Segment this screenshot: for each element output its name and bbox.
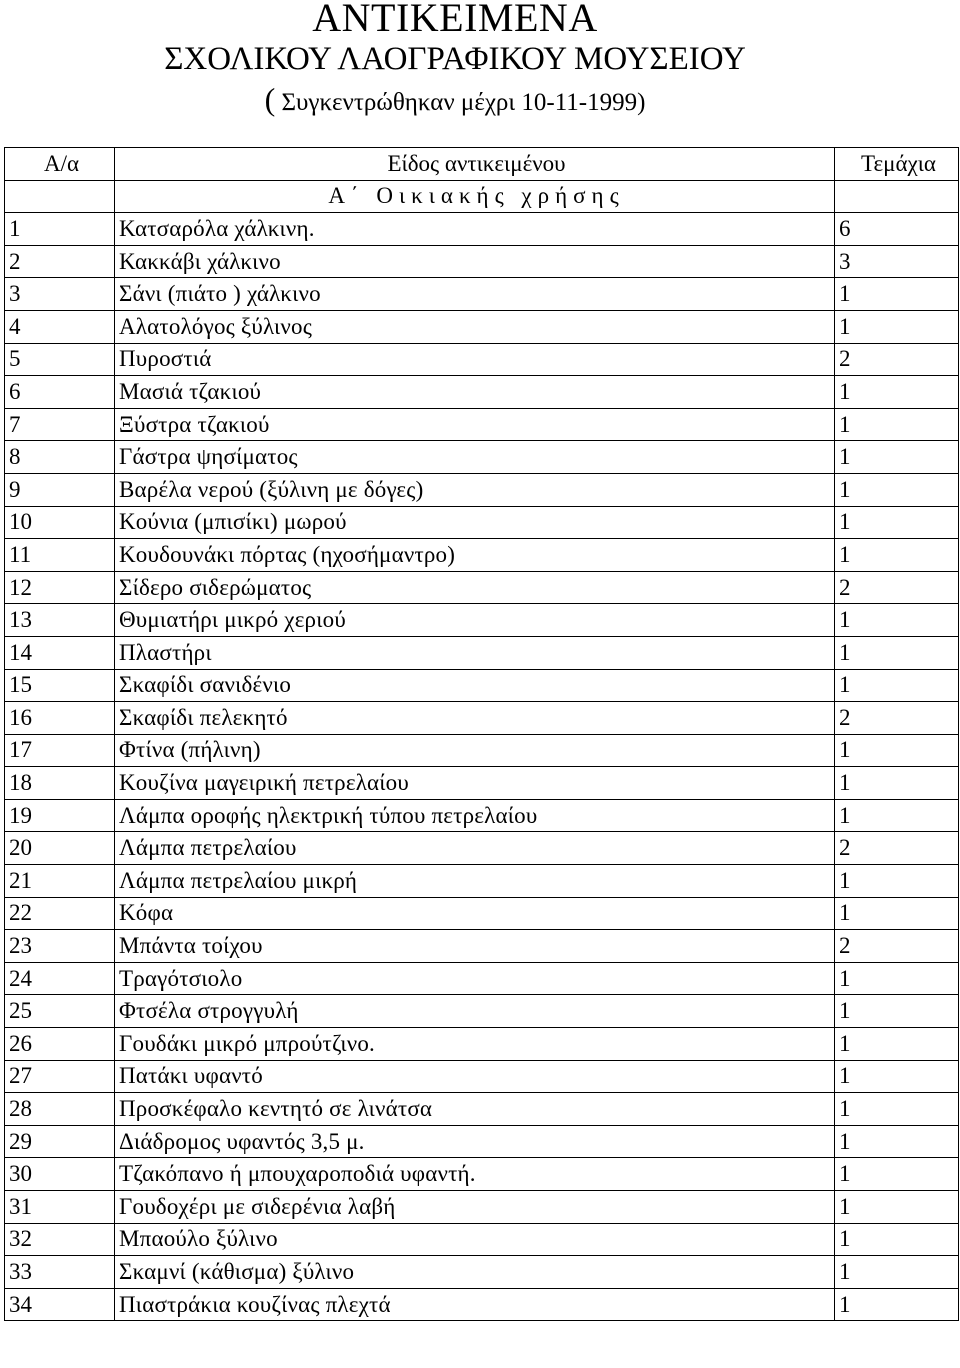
table-row xyxy=(5,669,959,702)
item-description: Σάνι (πιάτο ) χάλκινο xyxy=(115,278,835,311)
item-quantity: 1 xyxy=(835,1060,959,1093)
item-quantity: 1 xyxy=(835,604,959,637)
table-row xyxy=(5,245,959,278)
item-quantity: 1 xyxy=(835,1158,959,1191)
table-row xyxy=(5,832,959,865)
item-quantity: 1 xyxy=(835,408,959,441)
row-number: 9 xyxy=(5,473,115,506)
row-number: 28 xyxy=(5,1093,115,1126)
item-quantity: 1 xyxy=(835,506,959,539)
table-row xyxy=(5,1158,959,1191)
document-subtitle: ΣΧΟΛΙΚΟΥ ΛΑΟΓΡΑΦΙΚΟΥ ΜΟΥΣΕΙΟΥ xyxy=(164,41,746,77)
table-row xyxy=(5,930,959,963)
item-quantity: 1 xyxy=(835,539,959,572)
row-number: 21 xyxy=(5,865,115,898)
document-title: ΑΝΤΙΚΕΙΜΕΝΑ xyxy=(312,0,598,40)
row-number: 4 xyxy=(5,310,115,343)
table-row xyxy=(5,1223,959,1256)
item-description: Κόφα xyxy=(115,897,835,930)
table-row xyxy=(5,636,959,669)
table-row xyxy=(5,1093,959,1126)
item-description: Φτσέλα στρογγυλή xyxy=(115,995,835,1028)
item-quantity: 1 xyxy=(835,376,959,409)
item-description: Τραγότσιολο xyxy=(115,962,835,995)
row-number: 10 xyxy=(5,506,115,539)
item-description: Ξύστρα τζακιού xyxy=(115,408,835,441)
item-description: Κουδουνάκι πόρτας (ηχοσήμαντρο) xyxy=(115,539,835,572)
item-description: Αλατολόγος ξύλινος xyxy=(115,310,835,343)
row-number: 22 xyxy=(5,897,115,930)
column-header-quantity: Τεμάχια xyxy=(835,148,959,181)
table-row xyxy=(5,702,959,735)
item-description: Μπαούλο ξύλινο xyxy=(115,1223,835,1256)
item-description: Γουδάκι μικρό μπρούτζινο. xyxy=(115,1028,835,1061)
item-quantity: 1 xyxy=(835,1093,959,1126)
item-quantity: 2 xyxy=(835,930,959,963)
item-description: Βαρέλα νερού (ξύλινη με δόγες) xyxy=(115,473,835,506)
item-quantity: 2 xyxy=(835,832,959,865)
section-row xyxy=(5,180,959,213)
row-number: 31 xyxy=(5,1191,115,1224)
date-text: Συγκεντρώθηκαν μέχρι 10-11-1999) xyxy=(275,89,646,116)
item-description: Πλαστήρι xyxy=(115,636,835,669)
item-quantity: 1 xyxy=(835,278,959,311)
item-description: Κακκάβι χάλκινο xyxy=(115,245,835,278)
item-quantity: 6 xyxy=(835,213,959,246)
table-row xyxy=(5,1191,959,1224)
item-description: Πυροστιά xyxy=(115,343,835,376)
row-number: 23 xyxy=(5,930,115,963)
table-row xyxy=(5,604,959,637)
row-number: 25 xyxy=(5,995,115,1028)
row-number: 29 xyxy=(5,1125,115,1158)
item-quantity: 1 xyxy=(835,1256,959,1289)
table-row xyxy=(5,539,959,572)
row-number: 12 xyxy=(5,571,115,604)
item-description: Γουδοχέρι με σιδερένια λαβή xyxy=(115,1191,835,1224)
item-quantity: 1 xyxy=(835,1125,959,1158)
table-row xyxy=(5,1125,959,1158)
item-quantity: 1 xyxy=(835,1028,959,1061)
table-row xyxy=(5,767,959,800)
table-row xyxy=(5,865,959,898)
row-number: 27 xyxy=(5,1060,115,1093)
row-number: 8 xyxy=(5,441,115,474)
item-quantity: 1 xyxy=(835,473,959,506)
item-quantity: 1 xyxy=(835,799,959,832)
item-quantity: 1 xyxy=(835,441,959,474)
item-quantity: 1 xyxy=(835,865,959,898)
row-number: 30 xyxy=(5,1158,115,1191)
table-row xyxy=(5,278,959,311)
table-row xyxy=(5,473,959,506)
row-number: 13 xyxy=(5,604,115,637)
item-quantity: 1 xyxy=(835,1191,959,1224)
inventory-table xyxy=(4,147,959,1321)
item-description: Τζακόπανο ή μπουχαροποδιά υφαντή. xyxy=(115,1158,835,1191)
row-number: 24 xyxy=(5,962,115,995)
item-description: Σκαφίδι σανιδένιο xyxy=(115,669,835,702)
item-quantity: 2 xyxy=(835,702,959,735)
item-description: Λάμπα πετρελαίου μικρή xyxy=(115,865,835,898)
header-row xyxy=(5,148,959,181)
table-row xyxy=(5,506,959,539)
item-quantity: 1 xyxy=(835,767,959,800)
item-description: Θυμιατήρι μικρό χεριού xyxy=(115,604,835,637)
table-row xyxy=(5,1060,959,1093)
table-row xyxy=(5,995,959,1028)
row-number: 18 xyxy=(5,767,115,800)
column-header-number: Α/α xyxy=(5,148,115,181)
item-description: Κούνια (μπισίκι) μωρού xyxy=(115,506,835,539)
row-number: 19 xyxy=(5,799,115,832)
row-number: 15 xyxy=(5,669,115,702)
item-quantity: 3 xyxy=(835,245,959,278)
item-quantity: 1 xyxy=(835,636,959,669)
item-quantity: 1 xyxy=(835,962,959,995)
table-row xyxy=(5,1028,959,1061)
table-row xyxy=(5,897,959,930)
row-number: 26 xyxy=(5,1028,115,1061)
row-number: 14 xyxy=(5,636,115,669)
item-quantity: 1 xyxy=(835,310,959,343)
item-description: Σκαφίδι πελεκητό xyxy=(115,702,835,735)
row-number: 7 xyxy=(5,408,115,441)
row-number: 1 xyxy=(5,213,115,246)
item-quantity: 1 xyxy=(835,669,959,702)
row-number: 5 xyxy=(5,343,115,376)
table-row xyxy=(5,343,959,376)
item-quantity: 1 xyxy=(835,734,959,767)
item-description: Μασιά τζακιού xyxy=(115,376,835,409)
table-row xyxy=(5,408,959,441)
item-description: Πατάκι υφαντό xyxy=(115,1060,835,1093)
row-number: 32 xyxy=(5,1223,115,1256)
collection-date-note xyxy=(0,82,910,120)
row-number: 17 xyxy=(5,734,115,767)
row-number: 33 xyxy=(5,1256,115,1289)
item-quantity: 1 xyxy=(835,995,959,1028)
item-description: Λάμπα οροφής ηλεκτρική τύπου πετρελαίου xyxy=(115,799,835,832)
item-quantity: 1 xyxy=(835,897,959,930)
item-description: Πιαστράκια κουζίνας πλεχτά xyxy=(115,1288,835,1321)
row-number: 2 xyxy=(5,245,115,278)
table-row xyxy=(5,441,959,474)
item-description: Διάδρομος υφαντός 3,5 μ. xyxy=(115,1125,835,1158)
row-number: 34 xyxy=(5,1288,115,1321)
date-open-paren: ( xyxy=(264,81,276,117)
row-number: 20 xyxy=(5,832,115,865)
table-row xyxy=(5,962,959,995)
row-number: 6 xyxy=(5,376,115,409)
item-description: Σίδερο σιδερώματος xyxy=(115,571,835,604)
item-description: Μπάντα τοίχου xyxy=(115,930,835,963)
row-number: 3 xyxy=(5,278,115,311)
table-row xyxy=(5,310,959,343)
item-description: Λάμπα πετρελαίου xyxy=(115,832,835,865)
item-description: Φτίνα (πήλινη) xyxy=(115,734,835,767)
item-quantity: 2 xyxy=(835,343,959,376)
table-row xyxy=(5,1288,959,1321)
item-description: Κουζίνα μαγειρική πετρελαίου xyxy=(115,767,835,800)
table-row xyxy=(5,734,959,767)
table-row xyxy=(5,571,959,604)
item-quantity: 2 xyxy=(835,571,959,604)
item-description: Προσκέφαλο κεντητό σε λινάτσα xyxy=(115,1093,835,1126)
table-row xyxy=(5,376,959,409)
item-description: Σκαμνί (κάθισμα) ξύλινο xyxy=(115,1256,835,1289)
column-header-description: Είδος αντικειμένου xyxy=(115,148,835,181)
row-number: 11 xyxy=(5,539,115,572)
item-description: Κατσαρόλα χάλκινη. xyxy=(115,213,835,246)
table-row xyxy=(5,799,959,832)
item-quantity: 1 xyxy=(835,1288,959,1321)
item-quantity: 1 xyxy=(835,1223,959,1256)
table-row xyxy=(5,1256,959,1289)
section-heading: Α΄ Οικιακής χρήσης xyxy=(115,180,835,213)
table-row xyxy=(5,213,959,246)
item-description: Γάστρα ψησίματος xyxy=(115,441,835,474)
row-number: 16 xyxy=(5,702,115,735)
